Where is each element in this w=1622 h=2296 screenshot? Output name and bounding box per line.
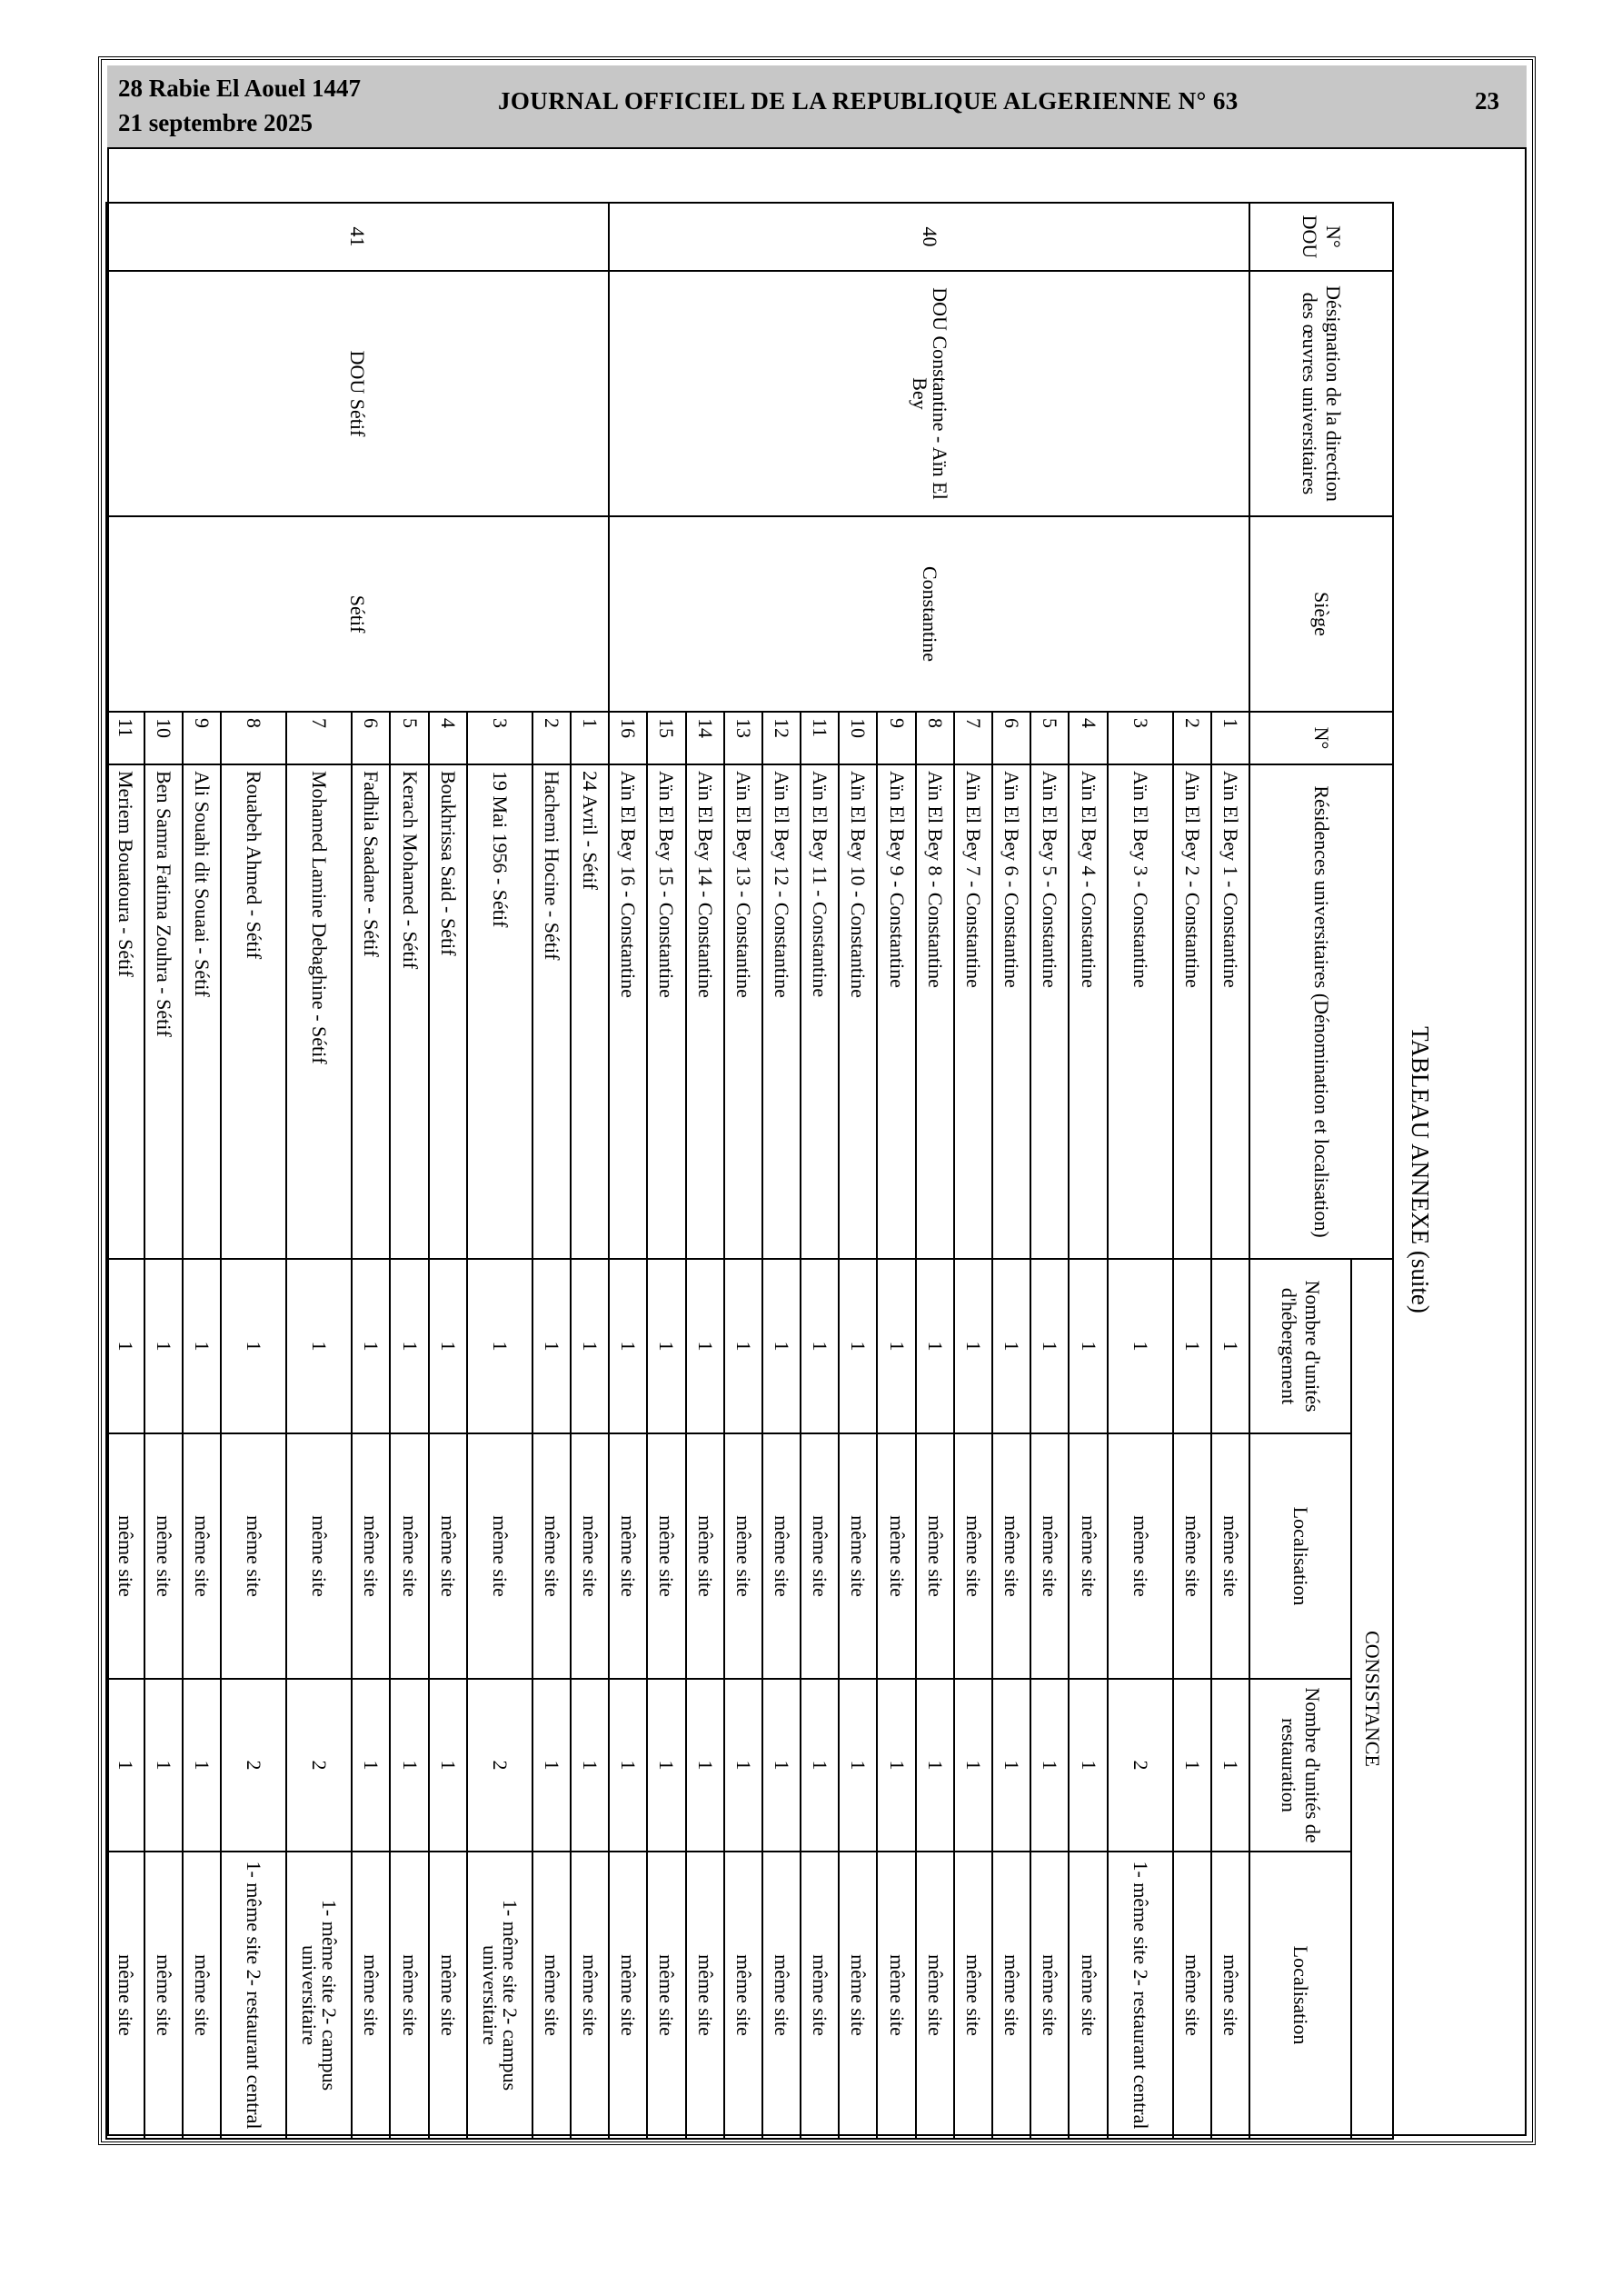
row-nb-restauration: 2 [221,1679,286,1852]
row-localisation-restauration: même site [762,1852,801,2139]
row-localisation-restauration: même site [352,1852,390,2139]
row-num: 15 [647,712,685,764]
row-num: 4 [429,712,467,764]
row-num: 4 [1069,712,1107,764]
row-nb-hebergement: 1 [144,1259,183,1433]
row-nb-restauration: 1 [686,1679,724,1852]
header-num: N° [1249,712,1393,764]
row-num: 11 [801,712,839,764]
row-localisation-hebergement: même site [221,1433,286,1679]
row-num: 16 [609,712,647,764]
row-localisation-hebergement: même site [992,1433,1030,1679]
row-localisation-restauration: même site [839,1852,877,2139]
row-num: 1 [1211,712,1249,764]
row-nb-hebergement: 1 [916,1259,954,1433]
header-nb-hebergement: Nombre d'unités d'hébergement [1249,1259,1351,1433]
row-localisation-restauration: même site [429,1852,467,2139]
row-localisation-hebergement: même site [1030,1433,1069,1679]
row-localisation-restauration: même site [1211,1852,1249,2139]
row-nb-hebergement: 1 [762,1259,801,1433]
header-nb-restauration: Nombre d'unités de restauration [1249,1679,1351,1852]
row-residence: Ben Samra Fatima Zouhra - Sétif [144,764,183,1259]
header-date-hijri: 28 Rabie El Aouel 1447 [118,75,362,102]
row-nb-restauration: 1 [724,1679,762,1852]
row-nb-hebergement: 1 [1030,1259,1069,1433]
row-residence: Aïn El Bey 7 - Constantine [954,764,992,1259]
row-num: 10 [144,712,183,764]
group-num-dou: 41 [106,203,610,271]
row-localisation-hebergement: même site [532,1433,571,1679]
row-localisation-hebergement: même site [839,1433,877,1679]
row-residence: Mohamed Lamine Debaghine - Sétif [286,764,352,1259]
row-localisation-hebergement: même site [183,1433,221,1679]
row-residence: Aïn El Bey 2 - Constantine [1173,764,1211,1259]
row-num: 9 [878,712,916,764]
header-page-number: 23 [1475,87,1499,115]
row-localisation-hebergement: même site [1211,1433,1249,1679]
row-num: 9 [183,712,221,764]
annex-table [105,202,1394,2140]
row-localisation-restauration: même site [647,1852,685,2139]
row-localisation-restauration: même site [801,1852,839,2139]
row-nb-restauration: 1 [532,1679,571,1852]
row-localisation-restauration: 1- même site 2- campus universitaire [467,1852,532,2139]
row-localisation-hebergement: même site [429,1433,467,1679]
row-nb-hebergement: 1 [571,1259,609,1433]
header-dates [118,71,361,140]
row-residence: Hachemi Hocine - Sétif [532,764,571,1259]
row-localisation-hebergement: même site [390,1433,428,1679]
row-localisation-restauration: même site [686,1852,724,2139]
row-residence: Ali Souahi dit Souaai - Sétif [183,764,221,1259]
row-localisation-hebergement: même site [1173,1433,1211,1679]
row-nb-restauration: 2 [286,1679,352,1852]
group-designation: DOU Constantine - Aïn El Bey [609,271,1249,516]
row-nb-hebergement: 1 [801,1259,839,1433]
row-nb-restauration: 1 [571,1679,609,1852]
row-num: 7 [954,712,992,764]
row-localisation-restauration: 1- même site 2- restaurant central [221,1852,286,2139]
row-nb-hebergement: 1 [878,1259,916,1433]
row-residence: Aïn El Bey 6 - Constantine [992,764,1030,1259]
row-nb-hebergement: 1 [992,1259,1030,1433]
row-localisation-hebergement: même site [144,1433,183,1679]
row-localisation-restauration: même site [724,1852,762,2139]
row-nb-restauration: 1 [352,1679,390,1852]
row-num: 3 [1108,712,1173,764]
header-localisation-restauration: Localisation [1249,1852,1351,2139]
row-localisation-hebergement: même site [762,1433,801,1679]
header-consistance: CONSISTANCE [1351,1259,1393,2139]
row-nb-restauration: 1 [609,1679,647,1852]
row-nb-hebergement: 1 [686,1259,724,1433]
rotated-annex-table [114,202,1443,2138]
header-journal-title: JOURNAL OFFICIEL DE LA REPUBLIQUE ALGERIENNE N° 63 [498,87,1239,115]
row-num: 10 [839,712,877,764]
row-nb-hebergement: 1 [954,1259,992,1433]
row-residence: Aïn El Bey 4 - Constantine [1069,764,1107,1259]
header-localisation-hebergement: Localisation [1249,1433,1351,1679]
row-localisation-restauration: 1- même site 2- campus universitaire [286,1852,352,2139]
row-localisation-hebergement: même site [1069,1433,1107,1679]
group-designation: DOU Sétif [106,271,610,516]
row-nb-restauration: 1 [106,1679,144,1852]
row-localisation-restauration: même site [1030,1852,1069,2139]
row-localisation-restauration: 1- même site 2- restaurant central [1108,1852,1173,2139]
row-nb-hebergement: 1 [286,1259,352,1433]
row-localisation-hebergement: même site [1108,1433,1173,1679]
row-localisation-hebergement: même site [878,1433,916,1679]
row-nb-restauration: 1 [647,1679,685,1852]
row-nb-hebergement: 1 [609,1259,647,1433]
row-nb-restauration: 1 [916,1679,954,1852]
row-localisation-restauration: même site [992,1852,1030,2139]
row-nb-hebergement: 1 [1069,1259,1107,1433]
row-num: 2 [532,712,571,764]
header-num-dou: N° DOU [1249,203,1393,271]
row-nb-hebergement: 1 [106,1259,144,1433]
group-num-dou: 40 [609,203,1249,271]
row-nb-restauration: 1 [1069,1679,1107,1852]
row-residence: Aïn El Bey 5 - Constantine [1030,764,1069,1259]
table-title: TABLEAU ANNEXE (suite) [1407,1026,1434,1313]
row-nb-restauration: 1 [144,1679,183,1852]
row-residence: Fadhila Saadane - Sétif [352,764,390,1259]
annex-table-body [106,203,1249,2139]
row-nb-restauration: 1 [801,1679,839,1852]
row-localisation-hebergement: même site [609,1433,647,1679]
header-siege: Siège [1249,516,1393,712]
row-num: 1 [571,712,609,764]
row-nb-hebergement: 1 [390,1259,428,1433]
row-localisation-restauration: même site [1173,1852,1211,2139]
row-nb-restauration: 1 [878,1679,916,1852]
row-localisation-restauration: même site [106,1852,144,2139]
table-row [1211,203,1249,2139]
row-localisation-restauration: même site [390,1852,428,2139]
row-nb-hebergement: 1 [183,1259,221,1433]
row-localisation-restauration: même site [954,1852,992,2139]
row-localisation-restauration: même site [532,1852,571,2139]
group-siege: Constantine [609,516,1249,712]
row-nb-restauration: 1 [992,1679,1030,1852]
row-localisation-hebergement: même site [286,1433,352,1679]
row-nb-restauration: 1 [1211,1679,1249,1852]
row-nb-restauration: 1 [390,1679,428,1852]
row-localisation-hebergement: même site [571,1433,609,1679]
row-nb-restauration: 1 [1030,1679,1069,1852]
row-localisation-hebergement: même site [647,1433,685,1679]
row-nb-restauration: 1 [1173,1679,1211,1852]
row-nb-hebergement: 1 [1108,1259,1173,1433]
row-localisation-hebergement: même site [724,1433,762,1679]
row-nb-hebergement: 1 [724,1259,762,1433]
row-num: 11 [106,712,144,764]
row-nb-restauration: 1 [429,1679,467,1852]
row-nb-hebergement: 1 [647,1259,685,1433]
row-residence: 19 Mai 1956 - Sétif [467,764,532,1259]
row-nb-restauration: 2 [467,1679,532,1852]
row-nb-hebergement: 1 [467,1259,532,1433]
row-localisation-restauration: même site [571,1852,609,2139]
table-row [571,203,609,2139]
row-localisation-hebergement: même site [801,1433,839,1679]
row-localisation-restauration: même site [609,1852,647,2139]
row-residence: Aïn El Bey 13 - Constantine [724,764,762,1259]
row-nb-hebergement: 1 [1211,1259,1249,1433]
row-localisation-restauration: même site [183,1852,221,2139]
row-residence: Aïn El Bey 11 - Constantine [801,764,839,1259]
row-num: 5 [1030,712,1069,764]
row-residence: Kerach Mohamed - Sétif [390,764,428,1259]
row-nb-hebergement: 1 [1173,1259,1211,1433]
row-num: 6 [352,712,390,764]
row-num: 8 [916,712,954,764]
row-nb-hebergement: 1 [532,1259,571,1433]
row-residence: Aïn El Bey 15 - Constantine [647,764,685,1259]
row-residence: Aïn El Bey 9 - Constantine [878,764,916,1259]
row-residence: Aïn El Bey 8 - Constantine [916,764,954,1259]
page-header [107,65,1527,149]
row-localisation-restauration: même site [916,1852,954,2139]
row-num: 14 [686,712,724,764]
row-num: 12 [762,712,801,764]
row-nb-restauration: 1 [183,1679,221,1852]
row-nb-hebergement: 1 [429,1259,467,1433]
row-residence: Aïn El Bey 1 - Constantine [1211,764,1249,1259]
row-localisation-restauration: même site [144,1852,183,2139]
row-num: 2 [1173,712,1211,764]
row-localisation-restauration: même site [878,1852,916,2139]
row-num: 13 [724,712,762,764]
row-localisation-hebergement: même site [954,1433,992,1679]
row-residence: Aïn El Bey 12 - Constantine [762,764,801,1259]
header-residences: Résidences universitaires (Dénomination et localisation) [1249,764,1393,1259]
row-localisation-hebergement: même site [686,1433,724,1679]
row-num: 8 [221,712,286,764]
header-date-gregorian: 21 septembre 2025 [118,109,313,136]
row-nb-restauration: 2 [1108,1679,1173,1852]
row-residence: Boukhrissa Said - Sétif [429,764,467,1259]
row-residence: Aïn El Bey 3 - Constantine [1108,764,1173,1259]
row-nb-restauration: 1 [839,1679,877,1852]
row-residence: Aïn El Bey 14 - Constantine [686,764,724,1259]
row-num: 7 [286,712,352,764]
header-designation: Désignation de la direction des œuvres universitaires [1249,271,1393,516]
row-residence: Aïn El Bey 16 - Constantine [609,764,647,1259]
row-num: 5 [390,712,428,764]
row-residence: 24 Avril - Sétif [571,764,609,1259]
row-nb-restauration: 1 [954,1679,992,1852]
row-localisation-hebergement: même site [467,1433,532,1679]
row-nb-restauration: 1 [762,1679,801,1852]
row-localisation-restauration: même site [1069,1852,1107,2139]
row-localisation-hebergement: même site [106,1433,144,1679]
row-nb-hebergement: 1 [352,1259,390,1433]
row-nb-hebergement: 1 [221,1259,286,1433]
row-residence: Meriem Bouatoura - Sétif [106,764,144,1259]
group-siege: Sétif [106,516,610,712]
row-residence: Aïn El Bey 10 - Constantine [839,764,877,1259]
row-localisation-hebergement: même site [352,1433,390,1679]
row-residence: Rouabeh Ahmed - Sétif [221,764,286,1259]
row-nb-hebergement: 1 [839,1259,877,1433]
row-localisation-hebergement: même site [916,1433,954,1679]
row-num: 3 [467,712,532,764]
row-num: 6 [992,712,1030,764]
